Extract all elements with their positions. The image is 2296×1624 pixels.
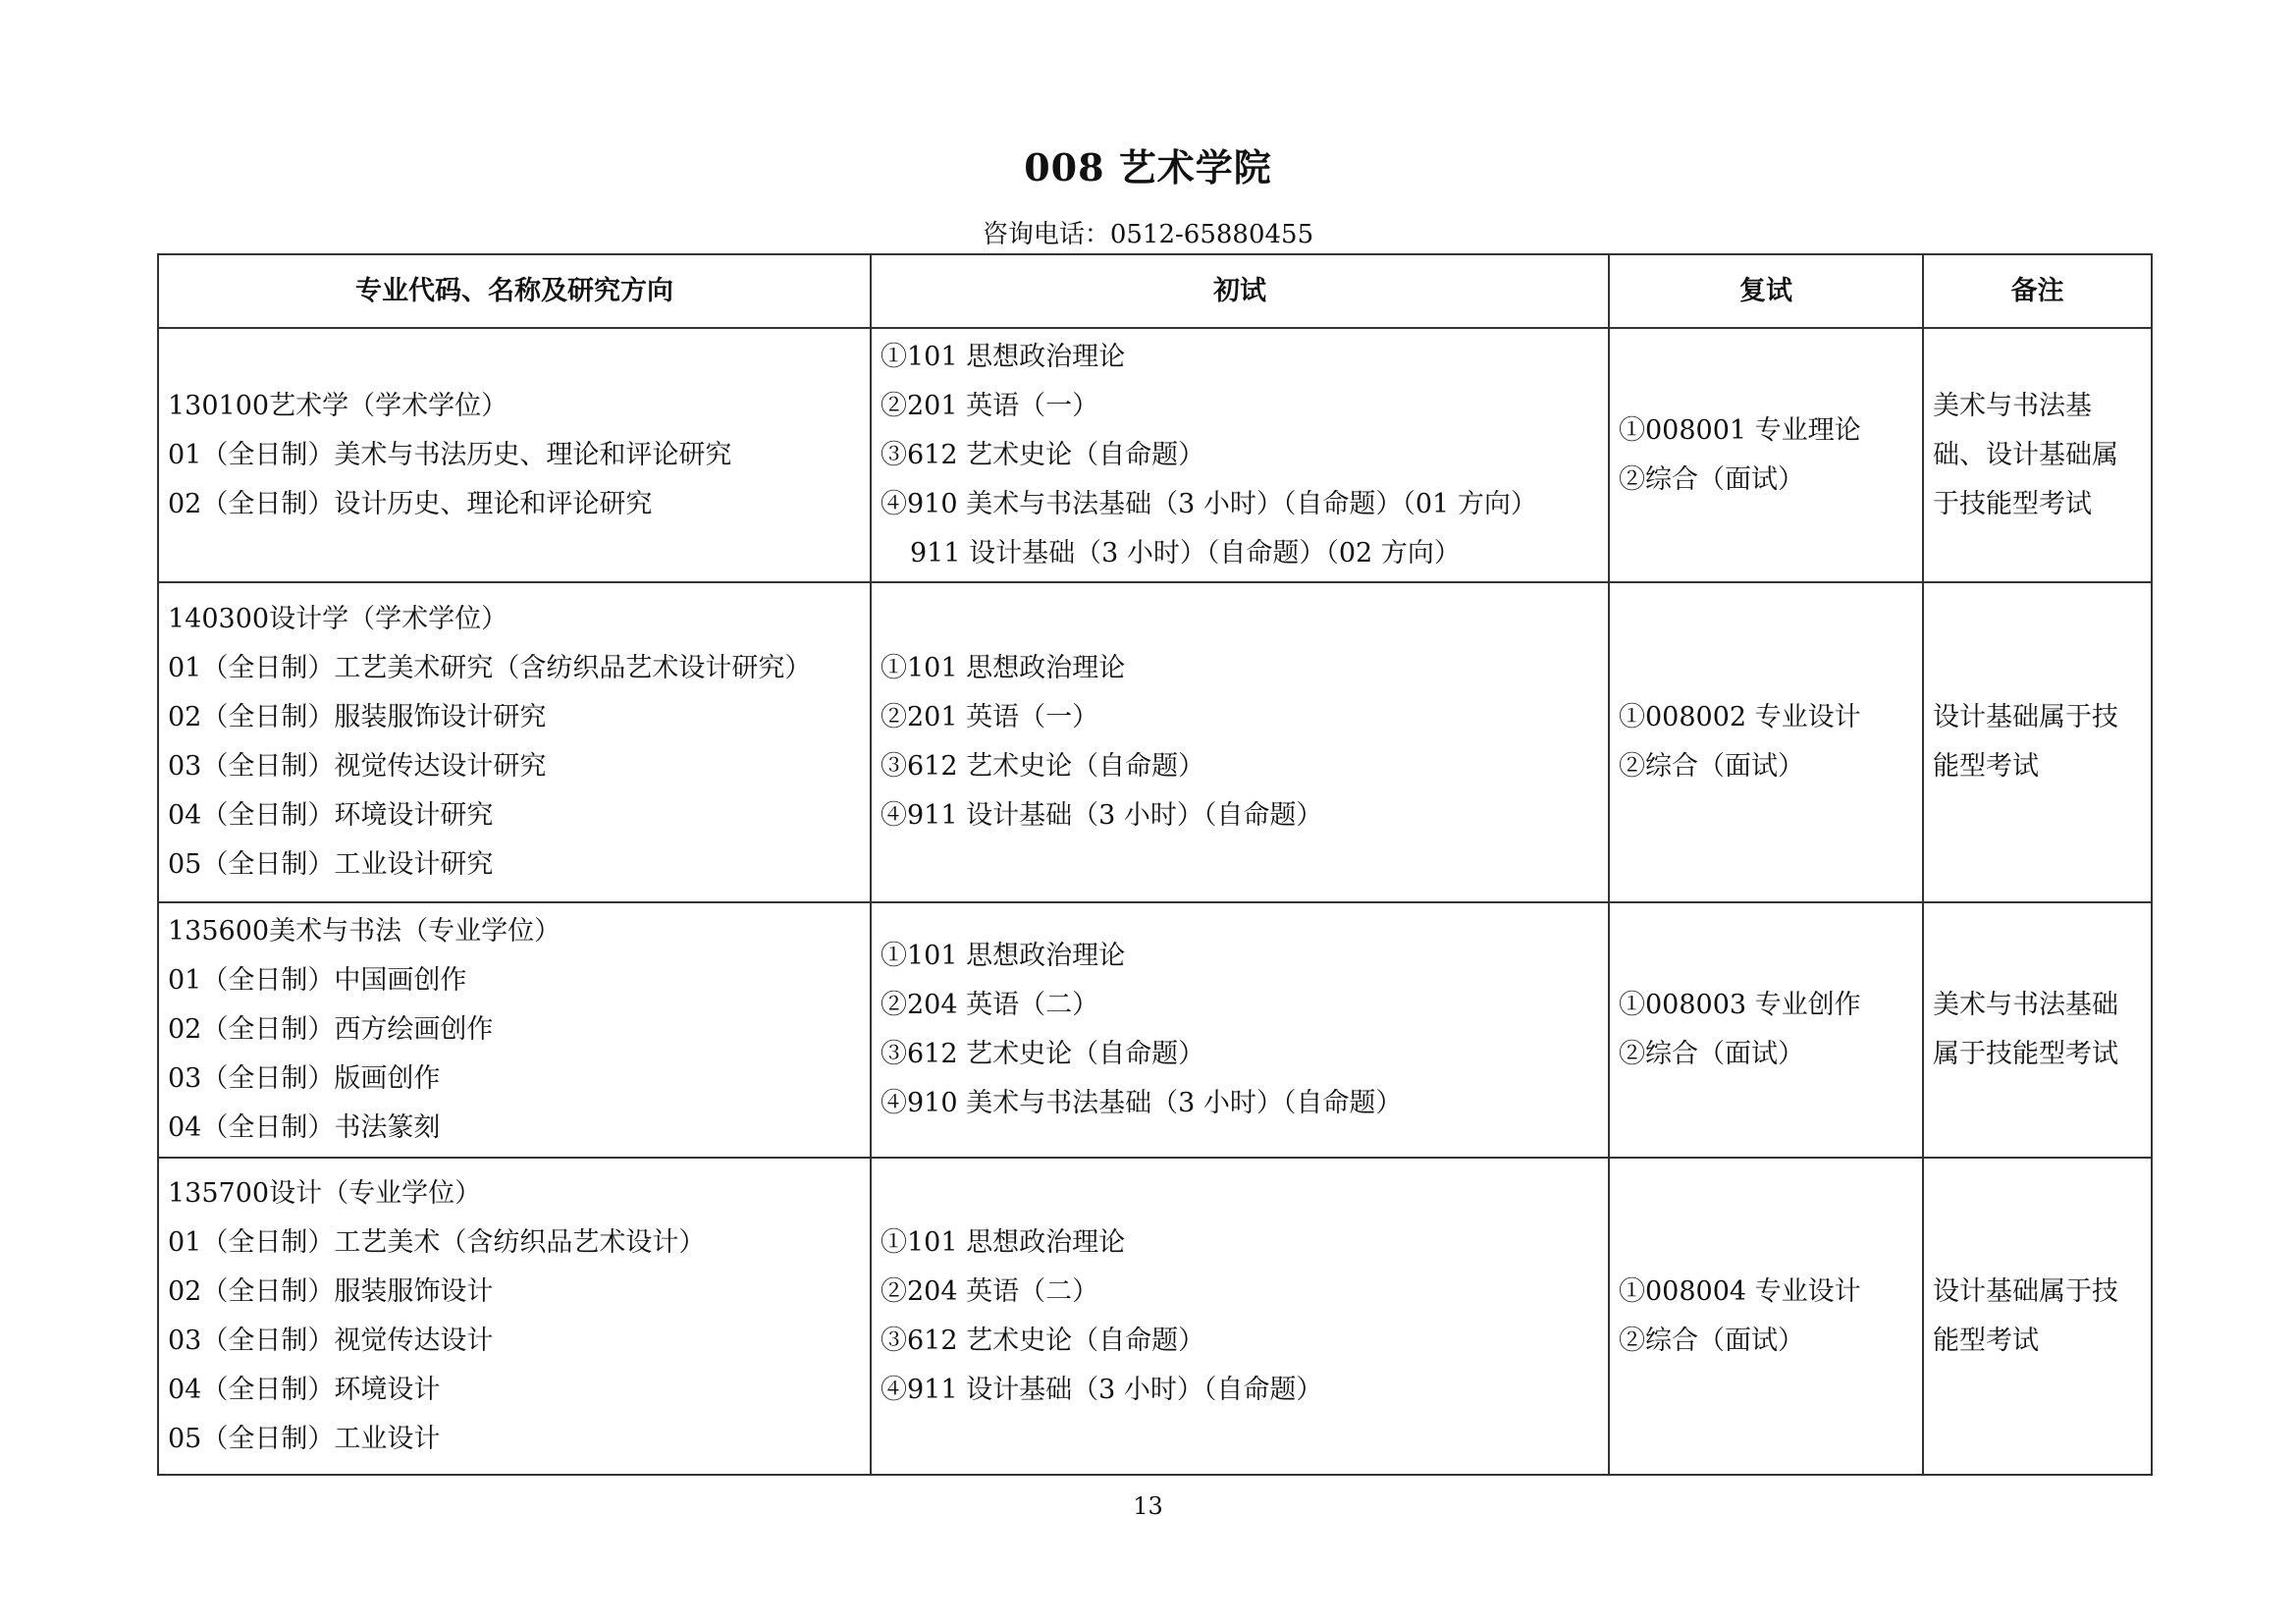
exam-cell: [871, 902, 1609, 1158]
research-direction: 01（全日制）美术与书法历史、理论和评论研究: [168, 439, 732, 470]
major-cell: [158, 582, 871, 902]
research-direction: 02（全日制）服装服饰设计: [168, 1275, 494, 1307]
exam-subject: ③612 艺术史论（自命题）: [881, 751, 1205, 782]
major-cell: [158, 1158, 871, 1475]
column-header-notes: 备注: [1923, 254, 2152, 328]
exam-subject: ④911 设计基础（3 小时）（自命题）: [881, 1374, 1323, 1405]
major-name: 设计（专业学位）: [269, 1177, 482, 1209]
major-heading: [168, 595, 861, 644]
exam-subject: ④910 美术与书法基础（3 小时）（自命题）: [881, 1088, 1403, 1118]
major-code: 130100: [168, 390, 270, 421]
retest-subject: ②综合（面试）: [1619, 1039, 1804, 1069]
exam-subject: ②204 英语（二）: [881, 1275, 1099, 1307]
contact-phone: 咨询电话：0512-65880455: [982, 220, 1314, 249]
note-cell: 美术与书法基础属于技能型考试: [1923, 902, 2152, 1158]
column-header-major: 专业代码、名称及研究方向: [158, 254, 871, 328]
major-cell: [158, 902, 871, 1158]
retest-cell: [1609, 328, 1923, 582]
major-name: 设计学（学术学位）: [269, 604, 508, 634]
exam-subject: ②201 英语（一）: [881, 702, 1099, 732]
major-cell: [158, 328, 871, 582]
retest-subject: ②综合（面试）: [1619, 751, 1804, 782]
research-direction: 03（全日制）视觉传达设计研究: [168, 751, 547, 782]
exam-cell: [871, 328, 1609, 582]
retest-subject: ①008002 专业设计: [1619, 702, 1861, 732]
major-heading: [168, 1169, 861, 1218]
major-name: 美术与书法（专业学位）: [269, 916, 561, 947]
table-body: [158, 328, 2152, 1475]
exam-subject: ④911 设计基础（3 小时）（自命题）: [881, 800, 1323, 831]
research-direction: 01（全日制）工艺美术研究（含纺织品艺术设计研究）: [168, 653, 812, 683]
research-direction: 03（全日制）版画创作: [168, 1063, 441, 1094]
retest-subject: ②综合（面试）: [1619, 1325, 1804, 1356]
major-code: 135700: [168, 1177, 270, 1209]
page-number: 13: [1133, 1492, 1163, 1520]
column-header-preliminary-exam: 初试: [871, 254, 1609, 328]
table-row: [158, 328, 2152, 582]
retest-cell: [1609, 582, 1923, 902]
column-header-retest: 复试: [1609, 254, 1923, 328]
program-table: [157, 253, 2153, 1476]
research-direction: 02（全日制）西方绘画创作: [168, 1014, 494, 1045]
note-cell: 设计基础属于技能型考试: [1923, 582, 2152, 902]
retest-subject: ①008004 专业设计: [1619, 1275, 1861, 1307]
major-code: 135600: [168, 916, 270, 947]
major-name: 艺术学（学术学位）: [269, 390, 508, 421]
exam-subject: 911 设计基础（3 小时）（自命题）（02 方向）: [910, 537, 1461, 568]
exam-cell: [871, 1158, 1609, 1475]
note-cell: 美术与书法基础、设计基础属于技能型考试: [1923, 328, 2152, 582]
research-direction: 05（全日制）工业设计研究: [168, 849, 494, 880]
table-row: [158, 902, 2152, 1158]
retest-cell: [1609, 902, 1923, 1158]
exam-subject: ②204 英语（二）: [881, 990, 1099, 1020]
research-direction: 02（全日制）设计历史、理论和评论研究: [168, 488, 653, 519]
research-direction: 05（全日制）工业设计: [168, 1423, 441, 1454]
table-header-row: [158, 254, 2152, 328]
retest-subject: ①008001 专业理论: [1619, 414, 1861, 446]
table-row: [158, 1158, 2152, 1475]
exam-subject: ③612 艺术史论（自命题）: [881, 439, 1205, 470]
table-row: [158, 582, 2152, 902]
exam-subject: ③612 艺术史论（自命题）: [881, 1039, 1205, 1069]
retest-cell: [1609, 1158, 1923, 1475]
exam-subject: ③612 艺术史论（自命题）: [881, 1325, 1205, 1356]
research-direction: 04（全日制）环境设计研究: [168, 800, 494, 831]
exam-subject: ①101 思想政治理论: [881, 941, 1126, 971]
exam-cell: [871, 582, 1609, 902]
exam-subject: ④910 美术与书法基础（3 小时）（自命题）（01 方向）: [881, 488, 1537, 519]
exam-subject: ②201 英语（一）: [881, 390, 1099, 421]
exam-subject: ①101 思想政治理论: [881, 653, 1126, 683]
research-direction: 01（全日制）中国画创作: [168, 965, 467, 996]
exam-subject: ①101 思想政治理论: [881, 341, 1126, 372]
research-direction: 04（全日制）书法篆刻: [168, 1112, 441, 1143]
major-code: 140300: [168, 604, 270, 634]
exam-subject: ①101 思想政治理论: [881, 1226, 1126, 1258]
major-heading: [168, 907, 861, 956]
page-title: 008 艺术学院: [1024, 145, 1272, 189]
note-cell: 设计基础属于技能型考试: [1923, 1158, 2152, 1475]
retest-subject: ②综合（面试）: [1619, 463, 1804, 495]
research-direction: 03（全日制）视觉传达设计: [168, 1325, 494, 1356]
research-direction: 02（全日制）服装服饰设计研究: [168, 702, 547, 732]
research-direction: 04（全日制）环境设计: [168, 1374, 441, 1405]
research-direction: 01（全日制）工艺美术（含纺织品艺术设计）: [168, 1226, 706, 1258]
major-heading: [168, 382, 861, 431]
retest-subject: ①008003 专业创作: [1619, 990, 1861, 1020]
